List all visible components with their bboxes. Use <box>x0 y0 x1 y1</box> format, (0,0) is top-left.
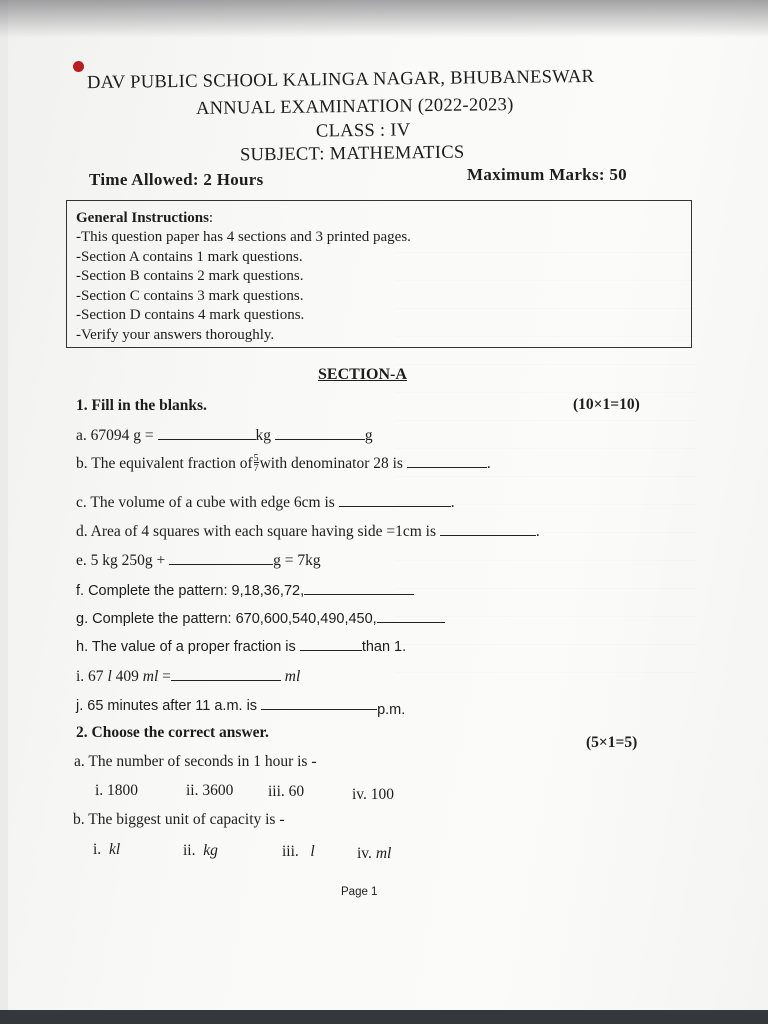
q1i-number: 409 <box>115 668 139 685</box>
q1d-text: d. Area of 4 squares with each square having side =1cm is <box>76 523 436 540</box>
q1g-text: g. Complete the pattern: 670,600,540,490,450, <box>76 611 377 627</box>
q2a-option[interactable]: iv. 100 <box>352 786 395 803</box>
q2b-option[interactable] <box>183 842 218 860</box>
q1b <box>76 454 491 474</box>
option-value: kg <box>203 842 218 859</box>
option-number: iv. <box>357 845 372 862</box>
q1f <box>76 581 414 599</box>
exam-title: ANNUAL EXAMINATION (2022-2023) <box>195 95 514 119</box>
unit-kg: kg <box>255 427 271 444</box>
q2a-option[interactable]: iii. 60 <box>268 783 305 800</box>
instruction-item: -This question paper has 4 sections and 3 printed pages. <box>76 229 411 245</box>
q2b-option[interactable] <box>93 841 120 859</box>
period: . <box>450 494 455 511</box>
answer-blank[interactable] <box>377 609 445 623</box>
period: . <box>535 523 540 540</box>
option-number: iii. <box>282 843 299 860</box>
class-line: CLASS : IV <box>315 120 411 142</box>
q1h-text: h. The value of a proper fraction is <box>76 639 296 655</box>
bottom-shadow <box>0 1010 768 1024</box>
q1b-text-tail: with denominator 28 is <box>259 455 403 472</box>
q2a-option[interactable]: i. 1800 <box>95 782 139 799</box>
unit-g: g <box>364 427 373 444</box>
unit-litre: l <box>107 668 112 685</box>
answer-blank[interactable] <box>169 551 273 565</box>
q1j-text: j. 65 minutes after 11 a.m. is <box>76 698 258 714</box>
top-shadow <box>0 0 768 38</box>
q1i <box>76 667 300 686</box>
answer-blank[interactable] <box>407 454 487 468</box>
unit-ml: ml <box>142 668 159 685</box>
answer-blank[interactable] <box>304 581 414 595</box>
answer-blank[interactable] <box>339 493 451 507</box>
option-number: ii. <box>183 842 196 859</box>
fraction-five-sevenths <box>254 454 259 474</box>
instruction-item: -Section C contains 3 mark questions. <box>76 288 304 304</box>
option-value: ml <box>375 845 392 862</box>
instruction-item: -Section A contains 1 mark questions. <box>76 249 303 265</box>
q1h <box>76 637 406 655</box>
q2a-stem: a. The number of seconds in 1 hour is - <box>74 753 317 770</box>
subject-line: SUBJECT: MATHEMATICS <box>239 142 465 166</box>
max-marks: Maximum Marks: 50 <box>467 165 627 184</box>
equals-sign: = <box>162 668 171 685</box>
page-number: Page 1 <box>341 886 378 898</box>
school-name: DAV PUBLIC SCHOOL KALINGA NAGAR, BHUBANESWAR <box>86 66 595 94</box>
q1i-text: i. 67 <box>76 668 104 685</box>
q1b-text: b. The equivalent fraction of <box>76 455 253 472</box>
q2-marks: (5×1=5) <box>586 734 638 751</box>
q1c <box>76 493 455 512</box>
numerator: 5 <box>253 453 259 465</box>
q2a-option[interactable]: ii. 3600 <box>186 782 234 799</box>
unit-ml: ml <box>284 668 301 685</box>
q2b-option[interactable] <box>282 843 315 861</box>
q2-heading: 2. Choose the correct answer. <box>76 724 269 741</box>
instructions-title: General Instructions: <box>76 210 214 226</box>
answer-blank[interactable] <box>440 522 536 536</box>
q1j <box>76 696 406 718</box>
answer-blank[interactable] <box>275 426 365 440</box>
q1e-text: e. 5 kg 250g + <box>76 552 166 569</box>
q1-marks: (10×1=10) <box>573 396 640 413</box>
q1a-text: a. 67094 g = <box>76 427 154 444</box>
instruction-item: -Section B contains 2 mark questions. <box>76 268 304 284</box>
answer-blank[interactable] <box>171 667 281 681</box>
q1h-text-tail: than 1. <box>361 639 407 655</box>
q1a <box>76 426 373 445</box>
option-number: i. <box>93 841 102 858</box>
q1d <box>76 522 540 541</box>
instruction-item: -Section D contains 4 mark questions. <box>76 307 305 323</box>
q1f-text: f. Complete the pattern: 9,18,36,72, <box>76 583 305 599</box>
q2b-stem: b. The biggest unit of capacity is - <box>73 811 285 828</box>
answer-blank[interactable] <box>261 696 377 710</box>
general-instructions-box <box>66 200 692 348</box>
q2b-option[interactable] <box>357 845 391 863</box>
q1g <box>76 609 445 627</box>
instruction-item: -Verify your answers thoroughly. <box>76 327 275 343</box>
option-value: l <box>310 843 315 860</box>
period: . <box>486 455 491 472</box>
q1c-text: c. The volume of a cube with edge 6cm is <box>76 494 335 511</box>
time-allowed: Time Allowed: 2 Hours <box>89 170 264 189</box>
answer-blank[interactable] <box>300 637 362 651</box>
denominator: 7 <box>253 463 259 475</box>
q1-heading: 1. Fill in the blanks. <box>76 397 207 414</box>
section-a-title: SECTION-A <box>318 366 407 383</box>
answer-blank[interactable] <box>158 426 256 440</box>
option-value: kl <box>108 841 121 858</box>
q1j-text-tail: p.m. <box>377 702 406 718</box>
q1e-text-tail: g = 7kg <box>273 552 321 569</box>
q1e <box>76 551 321 570</box>
red-ink-mark <box>73 61 84 72</box>
